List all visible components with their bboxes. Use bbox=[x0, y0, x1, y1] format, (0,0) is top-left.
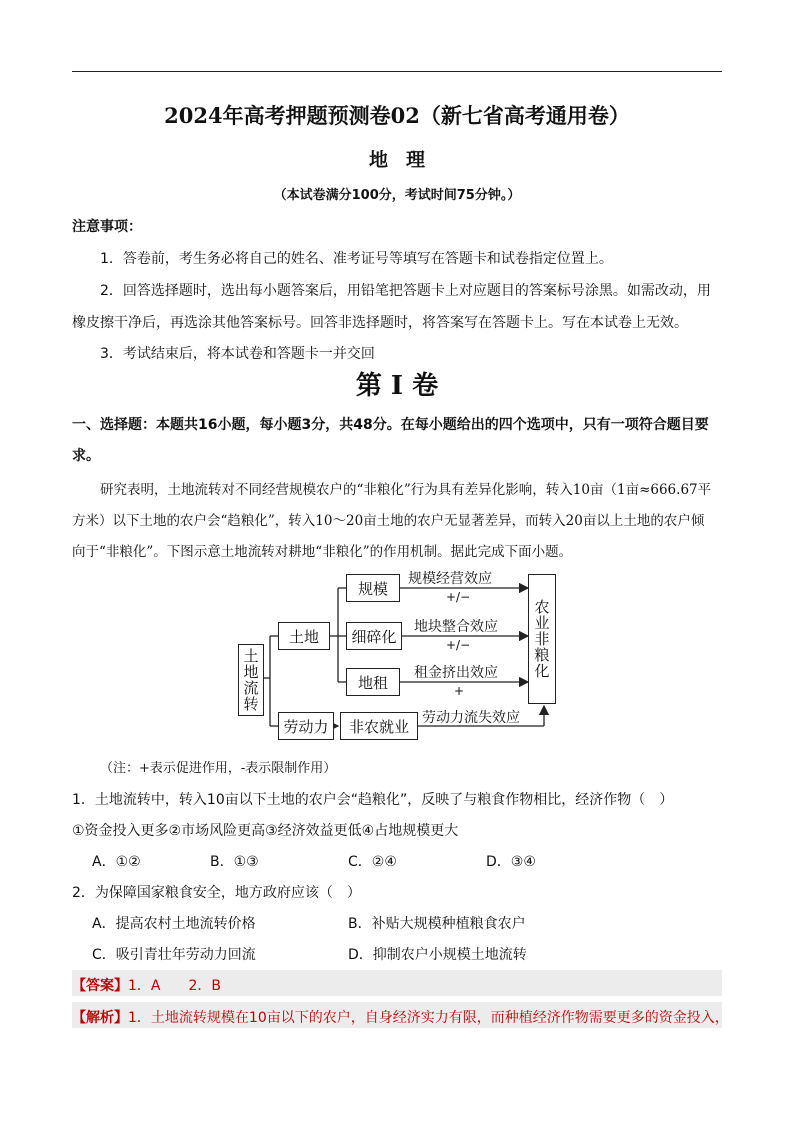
paper-title: 2024年高考押题预测卷02（新七省高考通用卷） bbox=[164, 103, 630, 128]
passage-line-2: 方米）以下土地的农户会“趋粮化”，转入10～20亩土地的农户无显著差异，而转入20亩以上土地的农户倾 bbox=[72, 513, 705, 529]
label-labor-effect: 劳动力流失效应 bbox=[422, 710, 520, 726]
q1-statements: ①资金投入更多②市场风险更高③经济效益更低④占地规模更大 bbox=[72, 823, 459, 839]
passage-line-3: 向于“非粮化”。下图示意土地流转对耕地“非粮化”的作用机制。据此完成下面小题。 bbox=[72, 544, 573, 560]
analysis-label: 【解析】 bbox=[72, 1010, 128, 1026]
q2-option-b: B．补贴大规模种植粮食农户 bbox=[348, 916, 526, 932]
q2-stem: 2．为保障国家粮食安全，地方政府应该（ ） bbox=[72, 885, 361, 901]
subject-title: 地理 bbox=[368, 149, 443, 171]
label-rent-sign: + bbox=[454, 684, 465, 698]
section-instruction-line-2: 求。 bbox=[72, 448, 100, 464]
label-scale-sign: +/− bbox=[446, 590, 471, 604]
answer-text: 1．A 2．B bbox=[128, 978, 221, 994]
q1-option-b: B．①③ bbox=[210, 854, 259, 870]
q1-stem: 1．土地流转中，转入10亩以下土地的农户会“趋粮化”，反映了与粮食作物相比，经济作物（ ） bbox=[72, 792, 674, 808]
label-integration-sign: +/− bbox=[446, 638, 471, 652]
box-labor: 劳动力 bbox=[278, 712, 334, 740]
analysis-line bbox=[72, 1007, 729, 1027]
label-integration-effect: 地块整合效应 bbox=[414, 619, 498, 635]
section-instruction-line-1: 一、选择题：本题共16小题，每小题3分，共48分。在每小题给出的四个选项中，只有一项符合题目要 bbox=[72, 417, 709, 433]
notice-item-1: 1．答卷前，考生务必将自己的姓名、准考证号等填写在答题卡和试卷指定位置上。 bbox=[100, 251, 613, 267]
q2-option-d: D．抑制农户小规模土地流转 bbox=[348, 947, 527, 963]
box-land-transfer: 土地流转 bbox=[238, 644, 264, 716]
q1-option-c: C．②④ bbox=[348, 854, 397, 870]
box-non-grain-result: 农业非粮化 bbox=[528, 574, 556, 704]
box-fragmentation: 细碎化 bbox=[346, 622, 402, 650]
exam-note: （本试卷满分100分，考试时间75分钟。） bbox=[273, 188, 521, 203]
diagram-note: （注：+表示促进作用，-表示限制作用） bbox=[100, 761, 337, 776]
label-scale-effect: 规模经营效应 bbox=[408, 571, 492, 587]
notice-item-2-line-1: 2．回答选择题时，选出每小题答案后，用铅笔把答题卡上对应题目的答案标号涂黑。如需改动，用 bbox=[100, 283, 711, 299]
q2-option-a: A．提高农村土地流转价格 bbox=[92, 916, 256, 932]
section-title: 第 I 卷 bbox=[355, 371, 439, 401]
q1-option-d: D．③④ bbox=[486, 854, 536, 870]
box-rent: 地租 bbox=[346, 668, 400, 696]
answer-label: 【答案】 bbox=[72, 978, 128, 994]
q2-option-c: C．吸引青壮年劳动力回流 bbox=[92, 947, 256, 963]
q1-option-a: A．①② bbox=[92, 854, 141, 870]
passage-line-1: 研究表明，土地流转对不同经营规模农户的“非粮化”行为具有差异化影响，转入10亩（1亩≈666.67平 bbox=[100, 482, 712, 498]
notice-heading: 注意事项： bbox=[72, 219, 142, 235]
answer-line bbox=[72, 975, 221, 995]
notice-item-3: 3．考试结束后，将本试卷和答题卡一并交回 bbox=[100, 346, 375, 362]
mechanism-diagram bbox=[230, 568, 570, 748]
analysis-text: 1．土地流转规模在10亩以下的农户，自身经济实力有限，而种植经济作物需要更多的资金投入， bbox=[128, 1010, 729, 1026]
box-scale: 规模 bbox=[346, 574, 400, 602]
box-land: 土地 bbox=[278, 622, 330, 650]
label-rent-effect: 租金挤出效应 bbox=[414, 665, 498, 681]
header-rule bbox=[72, 71, 722, 72]
notice-item-2-line-2: 橡皮擦干净后，再选涂其他答案标号。回答非选择题时，将答案写在答题卡上。写在本试卷上无效。 bbox=[72, 315, 688, 331]
box-nonfarm-employment: 非农就业 bbox=[340, 712, 418, 740]
